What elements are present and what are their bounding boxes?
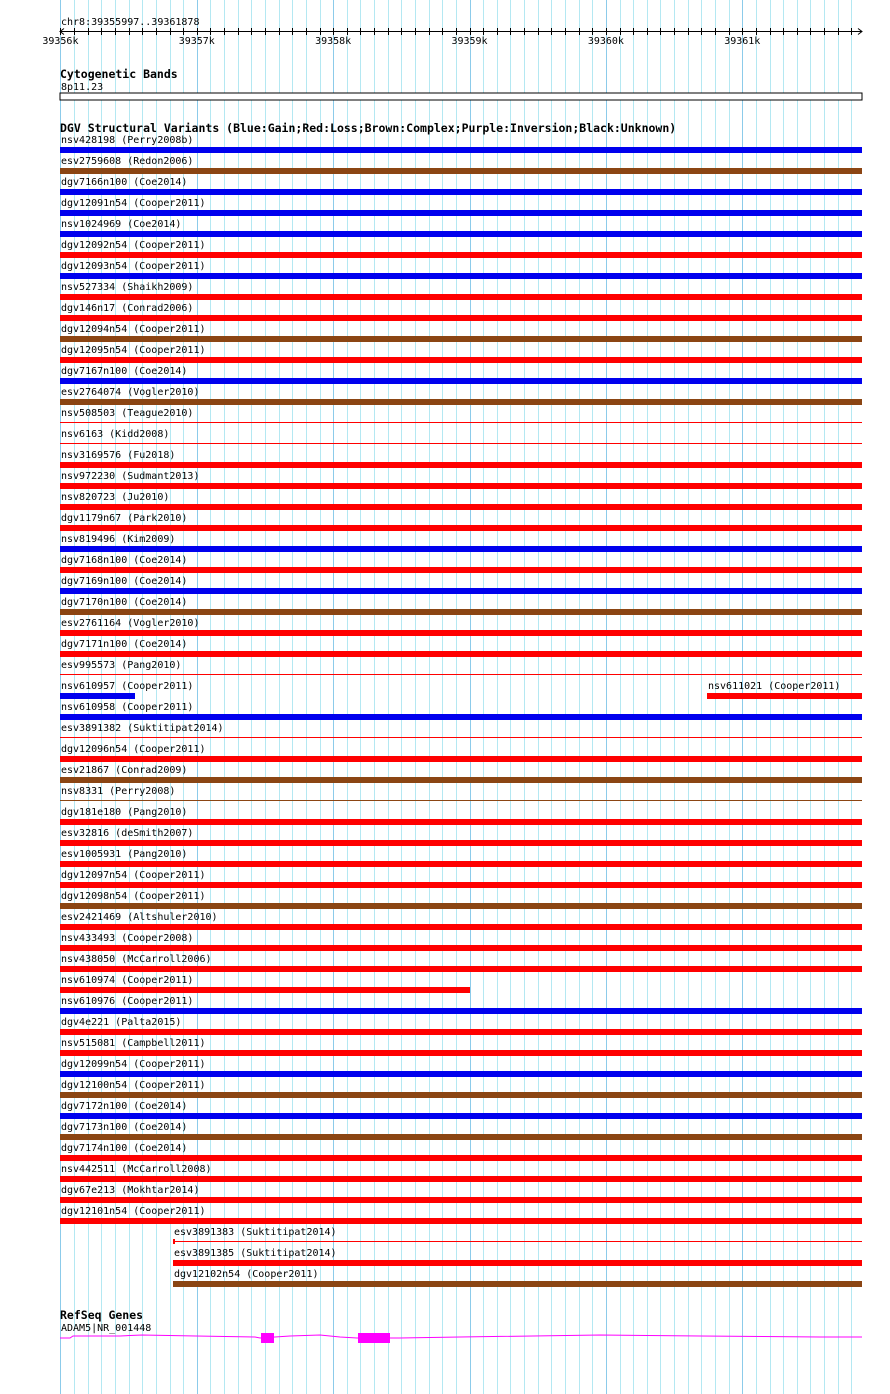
variant-label[interactable]: esv1005931 (Pang2010) [61, 849, 188, 860]
variant-label[interactable]: nsv1024969 (Coe2014) [61, 219, 182, 230]
variant-label[interactable]: nsv515081 (Campbell2011) [61, 1038, 206, 1049]
variant-bar-complex[interactable] [60, 903, 862, 909]
variant-bar-loss[interactable] [60, 756, 862, 762]
variant-label[interactable]: nsv527334 (Shaikh2009) [61, 282, 194, 293]
variant-bar-loss[interactable] [60, 567, 862, 573]
variant-label[interactable]: dgv12101n54 (Cooper2011) [61, 1206, 206, 1217]
variant-row[interactable] [60, 576, 862, 594]
ruler-tick-label: 39358k [315, 36, 352, 47]
variant-row[interactable] [60, 555, 862, 573]
variant-bar-loss[interactable] [60, 483, 862, 489]
variant-label[interactable]: nsv3169576 (Fu2018) [61, 450, 176, 461]
variant-label[interactable]: dgv12099n54 (Cooper2011) [61, 1059, 206, 1070]
variant-bar-loss[interactable] [173, 1239, 175, 1244]
variant-row[interactable] [60, 198, 862, 216]
variant-label[interactable]: dgv12096n54 (Cooper2011) [61, 744, 206, 755]
ruler-tick-label: 39361k [724, 36, 761, 47]
variant-label[interactable]: nsv610957 (Cooper2011) [61, 681, 194, 692]
variant-row[interactable] [60, 1164, 862, 1182]
variant-row[interactable] [60, 177, 862, 195]
variant-line-loss[interactable] [60, 443, 862, 444]
variant-bar-complex[interactable] [60, 1134, 862, 1140]
variant-row[interactable] [60, 534, 862, 552]
variant-bar-loss[interactable] [60, 1155, 862, 1161]
variant-bar-loss[interactable] [60, 651, 862, 657]
variant-bar-gain[interactable] [60, 189, 862, 195]
ruler-tick-label: 39359k [451, 36, 488, 47]
variant-row[interactable] [60, 723, 862, 738]
variant-label[interactable]: esv32816 (deSmith2007) [61, 828, 194, 839]
variant-label[interactable]: nsv610958 (Cooper2011) [61, 702, 194, 713]
variant-label[interactable]: dgv7170n100 (Coe2014) [61, 597, 188, 608]
variant-label[interactable]: dgv12102n54 (Cooper2011) [174, 1269, 319, 1280]
variant-row[interactable] [60, 765, 862, 783]
dgv-structural-variants-track[interactable] [60, 121, 862, 1287]
variant-label[interactable]: nsv508503 (Teague2010) [61, 408, 194, 419]
ruler-tick-label: 39357k [178, 36, 215, 47]
ruler-track[interactable] [42, 17, 862, 47]
variant-row[interactable] [60, 408, 862, 423]
variant-row[interactable] [60, 807, 862, 825]
variant-bar-loss[interactable] [60, 924, 862, 930]
variant-label[interactable]: nsv438050 (McCarroll2006) [61, 954, 212, 965]
variant-row[interactable] [60, 660, 862, 675]
ruler-tick-label: 39356k [42, 36, 79, 47]
variant-bar-gain[interactable] [60, 693, 135, 699]
variant-label[interactable]: dgv7169n100 (Coe2014) [61, 576, 188, 587]
variant-row[interactable] [60, 1185, 862, 1203]
variant-bar-gain[interactable] [60, 714, 862, 720]
variant-label[interactable]: dgv4e221 (Palta2015) [61, 1017, 182, 1028]
variant-bar-gain[interactable] [60, 231, 862, 237]
variant-row[interactable] [60, 240, 862, 258]
variant-label[interactable]: esv2761164 (Vogler2010) [61, 618, 200, 629]
variant-row[interactable] [60, 513, 862, 531]
variant-row[interactable] [60, 954, 862, 972]
variant-bar-loss[interactable] [60, 987, 470, 993]
cytogenetic-bands-track[interactable] [60, 67, 862, 100]
variant-label[interactable]: esv995573 (Pang2010) [61, 660, 182, 671]
variant-row[interactable] [60, 744, 862, 762]
variant-bar-loss[interactable] [60, 462, 862, 468]
variant-label[interactable]: nsv611021 (Cooper2011) [708, 681, 841, 692]
variant-row[interactable] [60, 450, 862, 468]
cytoband-track-title: Cytogenetic Bands [60, 67, 178, 81]
variant-bar-loss[interactable] [60, 861, 862, 867]
variant-bar-loss[interactable] [60, 1029, 862, 1035]
variant-label[interactable]: esv21867 (Conrad2009) [61, 765, 188, 776]
variant-bar-gain[interactable] [60, 210, 862, 216]
variant-row[interactable] [60, 1080, 862, 1098]
variant-row[interactable] [173, 1269, 862, 1287]
variant-bar-loss[interactable] [173, 1260, 862, 1266]
variant-label[interactable]: dgv12098n54 (Cooper2011) [61, 891, 206, 902]
variant-row[interactable] [60, 303, 862, 321]
variant-row[interactable] [60, 282, 862, 300]
variant-row[interactable] [60, 1101, 862, 1119]
variant-label[interactable]: dgv7171n100 (Coe2014) [61, 639, 188, 650]
variant-label[interactable]: dgv12100n54 (Cooper2011) [61, 1080, 206, 1091]
variant-row[interactable] [60, 387, 862, 405]
variant-row[interactable] [60, 135, 862, 153]
variant-row[interactable] [173, 1248, 862, 1266]
ruler-tick-label: 39360k [587, 36, 624, 47]
variant-line-complex[interactable] [60, 800, 862, 801]
variant-bar-gain[interactable] [60, 588, 862, 594]
variant-row[interactable] [60, 597, 862, 615]
gene-intron-line[interactable] [60, 1335, 862, 1338]
variant-row[interactable] [60, 324, 862, 342]
variant-label[interactable]: dgv7166n100 (Coe2014) [61, 177, 188, 188]
variant-row[interactable] [60, 471, 862, 489]
variant-bar-complex[interactable] [60, 1092, 862, 1098]
variant-row[interactable] [60, 261, 862, 279]
variant-label[interactable]: nsv428198 (Perry2008b) [61, 135, 194, 146]
variant-bar-gain[interactable] [60, 1113, 862, 1119]
variant-label[interactable]: nsv972230 (Sudmant2013) [61, 471, 200, 482]
variant-bar-loss[interactable] [60, 315, 862, 321]
variant-bar-loss[interactable] [60, 525, 862, 531]
variant-row[interactable] [173, 1227, 862, 1244]
variant-row[interactable] [60, 786, 862, 801]
variant-label[interactable]: esv2764074 (Vogler2010) [61, 387, 200, 398]
variant-label[interactable]: dgv12095n54 (Cooper2011) [61, 345, 206, 356]
variant-bar-loss[interactable] [60, 1176, 862, 1182]
variant-label[interactable]: nsv610976 (Cooper2011) [61, 996, 194, 1007]
variant-label[interactable]: esv3891382 (Suktitipat2014) [61, 723, 224, 734]
variant-row[interactable] [60, 891, 862, 909]
variant-row[interactable] [60, 1122, 862, 1140]
gene-exon[interactable] [261, 1333, 274, 1343]
variant-bar-loss[interactable] [60, 819, 862, 825]
variant-bar-loss[interactable] [60, 1218, 862, 1224]
variant-bar-loss[interactable] [60, 294, 862, 300]
variant-bar-gain[interactable] [60, 546, 862, 552]
variant-bar-loss[interactable] [60, 840, 862, 846]
variant-label[interactable]: nsv433493 (Cooper2008) [61, 933, 194, 944]
variant-label[interactable]: dgv7172n100 (Coe2014) [61, 1101, 188, 1112]
variant-row[interactable] [60, 618, 862, 636]
variant-bar-loss[interactable] [60, 882, 862, 888]
variant-bar-complex[interactable] [60, 399, 862, 405]
variant-row[interactable] [60, 1143, 862, 1161]
variant-bar-loss[interactable] [707, 693, 862, 699]
variant-bar-loss[interactable] [60, 1050, 862, 1056]
variant-bar-loss[interactable] [60, 630, 862, 636]
variant-label[interactable]: esv2759608 (Redon2006) [61, 156, 194, 167]
variant-line-loss[interactable] [60, 737, 862, 738]
variant-bar-gain[interactable] [60, 378, 862, 384]
variant-row[interactable] [60, 639, 862, 657]
variant-bar-gain[interactable] [60, 1008, 862, 1014]
cytoband-bar[interactable] [60, 93, 862, 100]
variant-bar-complex[interactable] [60, 777, 862, 783]
variant-row[interactable] [60, 702, 862, 720]
variant-bar-loss[interactable] [60, 1197, 862, 1203]
variant-bar-loss[interactable] [60, 966, 862, 972]
variant-line-loss[interactable] [60, 422, 862, 423]
variant-row[interactable] [60, 1038, 862, 1056]
variant-bar-loss[interactable] [60, 945, 862, 951]
variant-row[interactable] [60, 681, 862, 699]
variant-bar-complex[interactable] [60, 168, 862, 174]
variant-row[interactable] [60, 1017, 862, 1035]
variant-label[interactable]: dgv12092n54 (Cooper2011) [61, 240, 206, 251]
variant-bar-loss[interactable] [60, 504, 862, 510]
variant-label[interactable]: dgv7168n100 (Coe2014) [61, 555, 188, 566]
variant-label[interactable]: nsv8331 (Perry2008) [61, 786, 176, 797]
dgv-track-title: DGV Structural Variants (Blue:Gain;Red:Loss;Brown:Complex;Purple:Inversion;Black:Unknown) [60, 121, 677, 135]
variant-label[interactable]: dgv1179n67 (Park2010) [61, 513, 188, 524]
variant-label[interactable]: nsv6163 (Kidd2008) [61, 429, 170, 440]
variant-label[interactable]: dgv146n17 (Conrad2006) [61, 303, 194, 314]
variant-label[interactable]: esv3891385 (Suktitipat2014) [174, 1248, 337, 1259]
variant-row[interactable] [60, 870, 862, 888]
variant-bar-complex[interactable] [173, 1281, 862, 1287]
variant-label[interactable]: esv3891383 (Suktitipat2014) [174, 1227, 337, 1238]
variant-label[interactable]: dgv67e213 (Mokhtar2014) [61, 1185, 200, 1196]
variant-label[interactable]: nsv442511 (McCarroll2008) [61, 1164, 212, 1175]
variant-row[interactable] [60, 345, 862, 363]
locus-label: chr8:39355997..39361878 [61, 17, 200, 28]
variant-bar-gain[interactable] [60, 273, 862, 279]
gene-exon[interactable] [358, 1333, 390, 1343]
variant-row[interactable] [60, 828, 862, 846]
variant-label[interactable]: dgv181e180 (Pang2010) [61, 807, 188, 818]
variant-row[interactable] [60, 849, 862, 867]
variant-row[interactable] [60, 933, 862, 951]
variant-bar-complex[interactable] [60, 609, 862, 615]
refseq-track-title: RefSeq Genes [60, 1308, 144, 1322]
variant-bar-gain[interactable] [60, 1071, 862, 1077]
variant-label[interactable]: dgv12093n54 (Cooper2011) [61, 261, 206, 272]
variant-label[interactable]: dgv12091n54 (Cooper2011) [61, 198, 206, 209]
variant-label[interactable]: dgv7167n100 (Coe2014) [61, 366, 188, 377]
cytoband-label: 8p11.23 [61, 82, 104, 93]
variant-row[interactable] [60, 492, 862, 510]
variant-row[interactable] [60, 912, 862, 930]
variant-bar-complex[interactable] [60, 336, 862, 342]
variant-row[interactable] [60, 156, 862, 174]
variant-bar-loss[interactable] [60, 357, 862, 363]
gene-label[interactable]: ADAM5|NR_001448 [61, 1323, 152, 1334]
variant-label[interactable]: nsv819496 (Kim2009) [61, 534, 176, 545]
variant-row[interactable] [60, 366, 862, 384]
variant-label[interactable]: dgv7174n100 (Coe2014) [61, 1143, 188, 1154]
variant-row[interactable] [60, 1206, 862, 1224]
variant-row[interactable] [60, 996, 862, 1014]
variant-line-loss[interactable] [173, 1241, 862, 1242]
variant-line-loss[interactable] [60, 674, 862, 675]
variant-label[interactable]: dgv12094n54 (Cooper2011) [61, 324, 206, 335]
variant-row[interactable] [60, 219, 862, 237]
variant-bar-gain[interactable] [60, 147, 862, 153]
variant-row[interactable] [60, 429, 862, 444]
variant-label[interactable]: dgv12097n54 (Cooper2011) [61, 870, 206, 881]
variant-label[interactable]: nsv610974 (Cooper2011) [61, 975, 194, 986]
variant-row[interactable] [60, 1059, 862, 1077]
variant-label[interactable]: esv2421469 (Altshuler2010) [61, 912, 218, 923]
variant-label[interactable]: nsv820723 (Ju2010) [61, 492, 170, 503]
variant-bar-loss[interactable] [60, 252, 862, 258]
refseq-genes-track[interactable] [60, 1308, 862, 1343]
variant-label[interactable]: dgv7173n100 (Coe2014) [61, 1122, 188, 1133]
